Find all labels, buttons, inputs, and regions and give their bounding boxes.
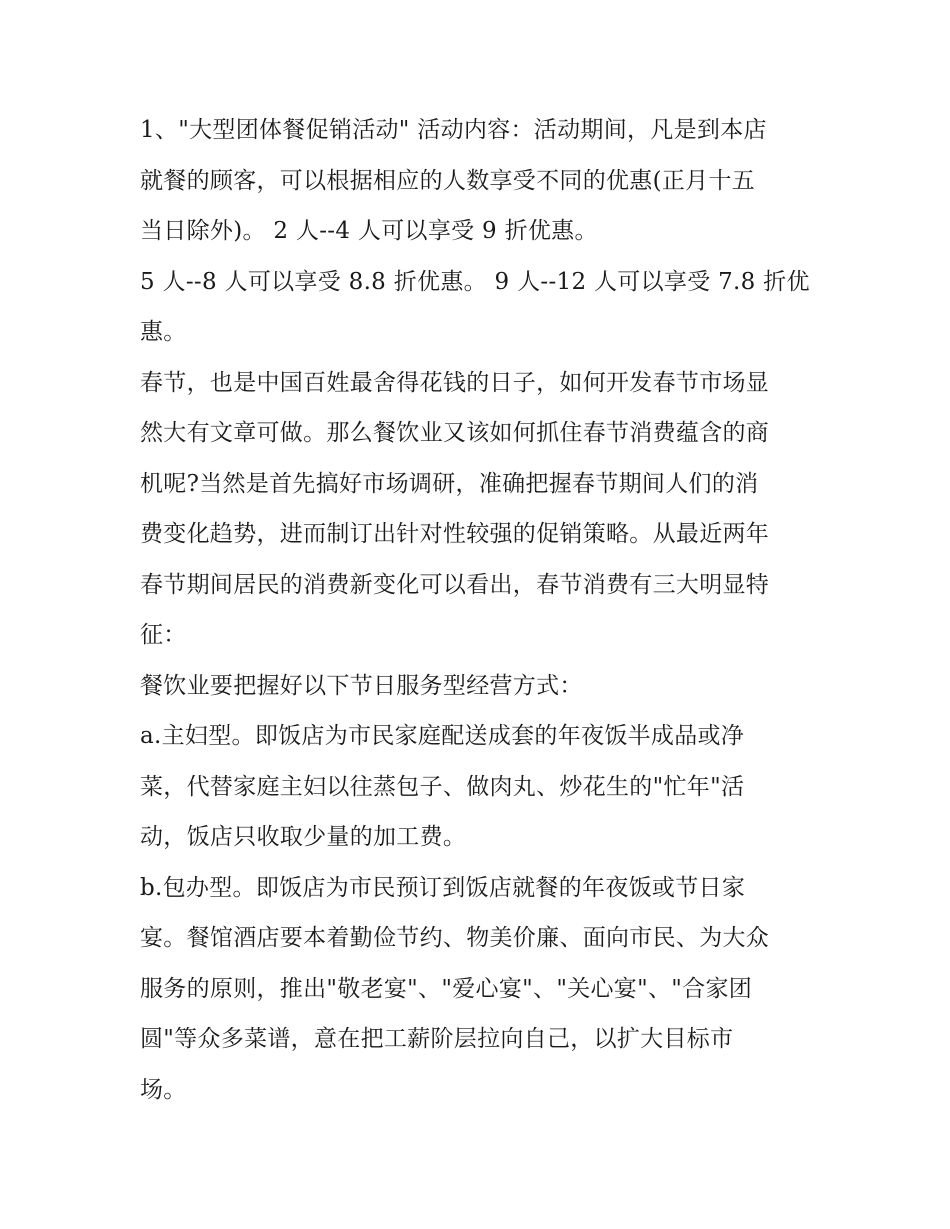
text-line: 5 人--8 人可以享受 8.8 折优惠。 9 人--12 人可以享受 7.8 折优 [140, 268, 810, 295]
text-line: 就餐的顾客，可以根据相应的人数享受不同的优惠(正月十五 [140, 167, 756, 194]
text-line: 圆"等众多菜谱，意在把工薪阶层拉向自己，以扩大目标市 [140, 1026, 734, 1052]
text-line: 1、"大型团体餐促销活动" 活动内容：活动期间，凡是到本店 [140, 117, 767, 143]
paragraph-package-type [140, 863, 830, 1116]
text-line: a.主妇型。即饭店为市民家庭配送成套的年夜饭半成品或净 [140, 723, 745, 749]
paragraph-discount-tiers [140, 257, 830, 358]
text-line: 机呢?当然是首先搞好市场调研，准确把握春节期间人们的消 [140, 470, 759, 497]
text-line: 服务的原则，推出"敬老宴"、"爱心宴"、"关心宴"、"合家团 [140, 975, 753, 1002]
text-line: 宴。餐馆酒店要本着勤俭节约、物美价廉、面向市民、为大众 [140, 925, 770, 951]
text-line: 征： [140, 622, 187, 648]
text-line: 动，饭店只收取少量的加工费。 [140, 824, 467, 850]
text-line: 餐饮业要把握好以下节日服务型经营方式： [140, 672, 583, 699]
paragraph-service-modes-intro [140, 661, 830, 712]
document-body [140, 105, 830, 1115]
paragraph-housewife-type [140, 711, 830, 863]
text-line: 春节期间居民的消费新变化可以看出，春节消费有三大明显特 [140, 571, 770, 598]
text-line: 当日除外)。 2 人--4 人可以享受 9 折优惠。 [140, 218, 598, 244]
text-line: 菜，代替家庭主妇以往蒸包子、做肉丸、炒花生的"忙年"活 [140, 773, 745, 800]
text-line: b.包办型。即饭店为市民预订到饭店就餐的年夜饭或节日家 [140, 874, 746, 901]
text-line: 春节，也是中国百姓最舍得花钱的日子，如何开发春节市场显 [140, 369, 770, 396]
text-line: 惠。 [140, 319, 187, 345]
paragraph-spring-festival-market [140, 358, 830, 661]
paragraph-group-meal-promotion [140, 105, 830, 257]
text-line: 然大有文章可做。那么餐饮业又该如何抓住春节消费蕴含的商 [140, 420, 770, 446]
text-line: 场。 [140, 1076, 187, 1103]
text-line: 费变化趋势，进而制订出针对性较强的促销策略。从最近两年 [140, 521, 770, 547]
